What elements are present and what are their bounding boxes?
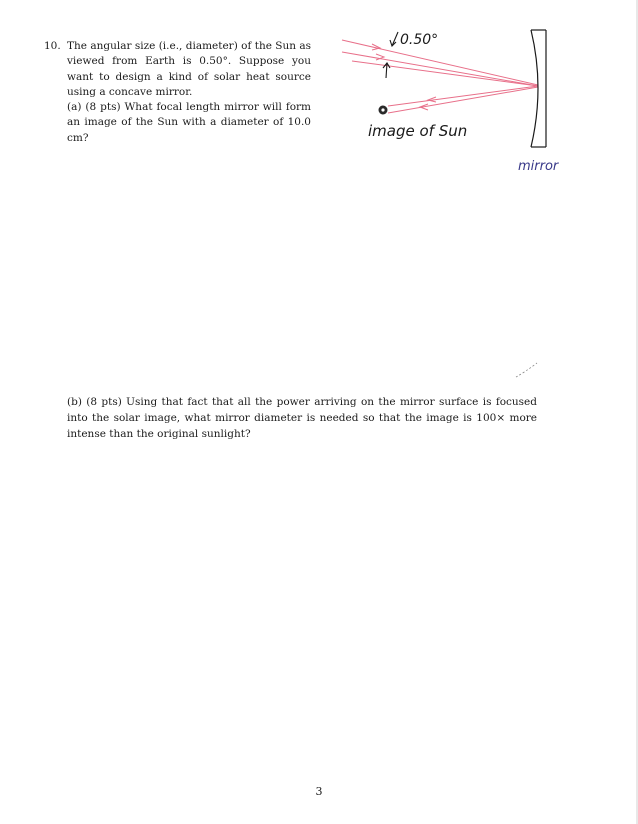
reflected-ray-lower — [388, 87, 538, 113]
angle-arrow-top — [392, 32, 398, 46]
stray-pen-mark — [516, 363, 537, 377]
concave-mirror — [531, 30, 546, 147]
question-intro: The angular size (i.e., diameter) of the Sun as viewed from Earth is 0.50°. Suppose you want to design a kind of solar heat source using a concave mirror. — [67, 40, 311, 99]
mirror-label: mirror — [518, 159, 559, 174]
image-of-sun-label: image of Sun — [368, 122, 468, 140]
incident-ray-upper — [342, 40, 538, 85]
incident-ray-lower — [342, 52, 538, 86]
incident-rays — [342, 40, 538, 86]
angle-label: 0.50° — [400, 32, 439, 48]
question-part-b: (b) (8 pts) Using that fact that all the power arriving on the mirror surface is focused into the solar image, what mirror diameter is needed so that the image is 100× more intense than the original sunlight? — [67, 396, 537, 440]
question-number: 10. — [44, 40, 61, 52]
page-number: 3 — [315, 785, 323, 798]
sun-image-dot — [379, 106, 388, 115]
angle-arrows — [383, 32, 398, 78]
question-part-a: (a) (8 pts) What focal length mirror will form an image of the Sun with a diameter of 10.0 cm? — [67, 101, 311, 144]
incident-ray-extra — [352, 61, 538, 86]
reflected-rays — [388, 86, 538, 113]
reflected-ray-upper — [388, 86, 538, 106]
